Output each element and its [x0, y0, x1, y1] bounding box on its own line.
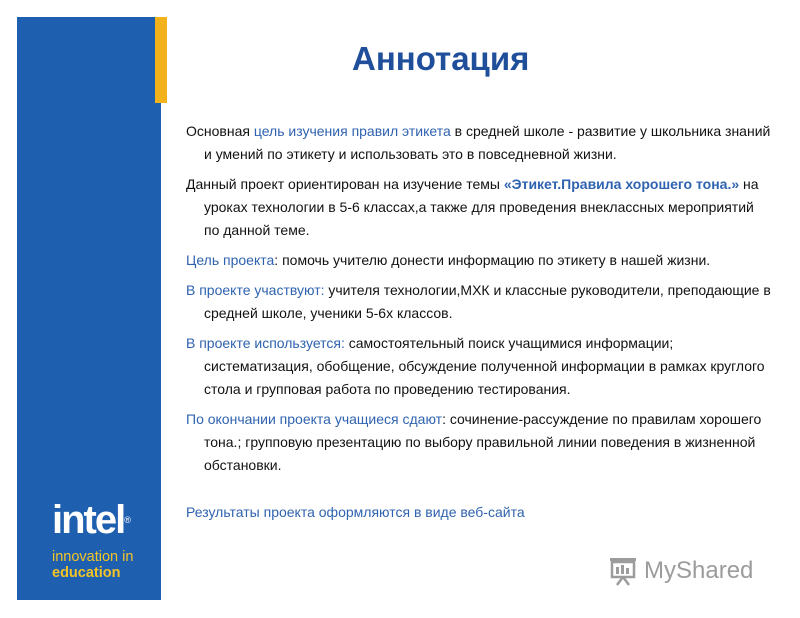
myshared-watermark — [608, 556, 753, 586]
paragraph-methods — [186, 332, 771, 401]
intel-logo-text: intel — [52, 498, 125, 542]
text-segment: Данный проект ориентирован на изучение темы — [186, 176, 504, 192]
accent-bar — [155, 17, 167, 103]
projector-board-icon — [608, 556, 638, 586]
text-segment: Основная — [186, 123, 254, 139]
tagline-line1: innovation in — [52, 549, 134, 565]
highlight-segment: В проекте участвуют: — [186, 282, 325, 298]
paragraph-project-aim — [186, 249, 771, 272]
text-segment: : сочинение-рассуждение по правилам хорошего тона.; групповую презентацию по выбору правильной линии поведения в жизненной обстановки. — [204, 411, 762, 473]
highlight-segment: цель изучения правил этикета — [253, 123, 451, 139]
text-segment: : помочь учителю донести информацию по этикету в нашей жизни. — [274, 252, 711, 268]
highlight-segment: В проекте используется: — [186, 335, 345, 351]
paragraph-result: Результаты проекта оформляются в виде веб-сайта — [186, 504, 525, 520]
registered-mark: ® — [124, 515, 131, 525]
highlight-segment: По окончании проекта учащиеся сдают — [186, 411, 443, 427]
paragraph-project-focus — [186, 173, 771, 242]
text-segment: в средней школе - развитие у школьника знаний и умений по этикету и использовать это в повседневной жизни. — [204, 123, 771, 162]
slide-title: Аннотация — [352, 40, 530, 77]
text-segment: самостоятельный поиск учащимися информации; систематизация, обобщение, обсуждение полученной информации в рамках круглого стола и групповая работа по проведению тестирования. — [204, 335, 765, 397]
intel-tagline — [52, 549, 133, 581]
paragraph-goal — [186, 120, 771, 166]
intel-logo — [52, 500, 131, 540]
paragraph-participants — [186, 279, 771, 325]
text-segment: на уроках технологии в 5-6 классах,а также для проведения внеклассных мероприятий по данной теме. — [204, 176, 759, 238]
highlight-segment: «Этикет.Правила хорошего тона.» — [503, 176, 740, 192]
watermark-text: MyShared — [644, 557, 754, 584]
slide-content — [186, 120, 771, 531]
highlight-segment: Цель проекта — [186, 252, 275, 268]
tagline-line2: education — [52, 565, 121, 581]
text-segment: учителя технологии,МХК и классные руководители, преподающие в средней школе, ученики 5-6х классов. — [204, 282, 771, 321]
paragraph-deliverables — [186, 408, 771, 477]
